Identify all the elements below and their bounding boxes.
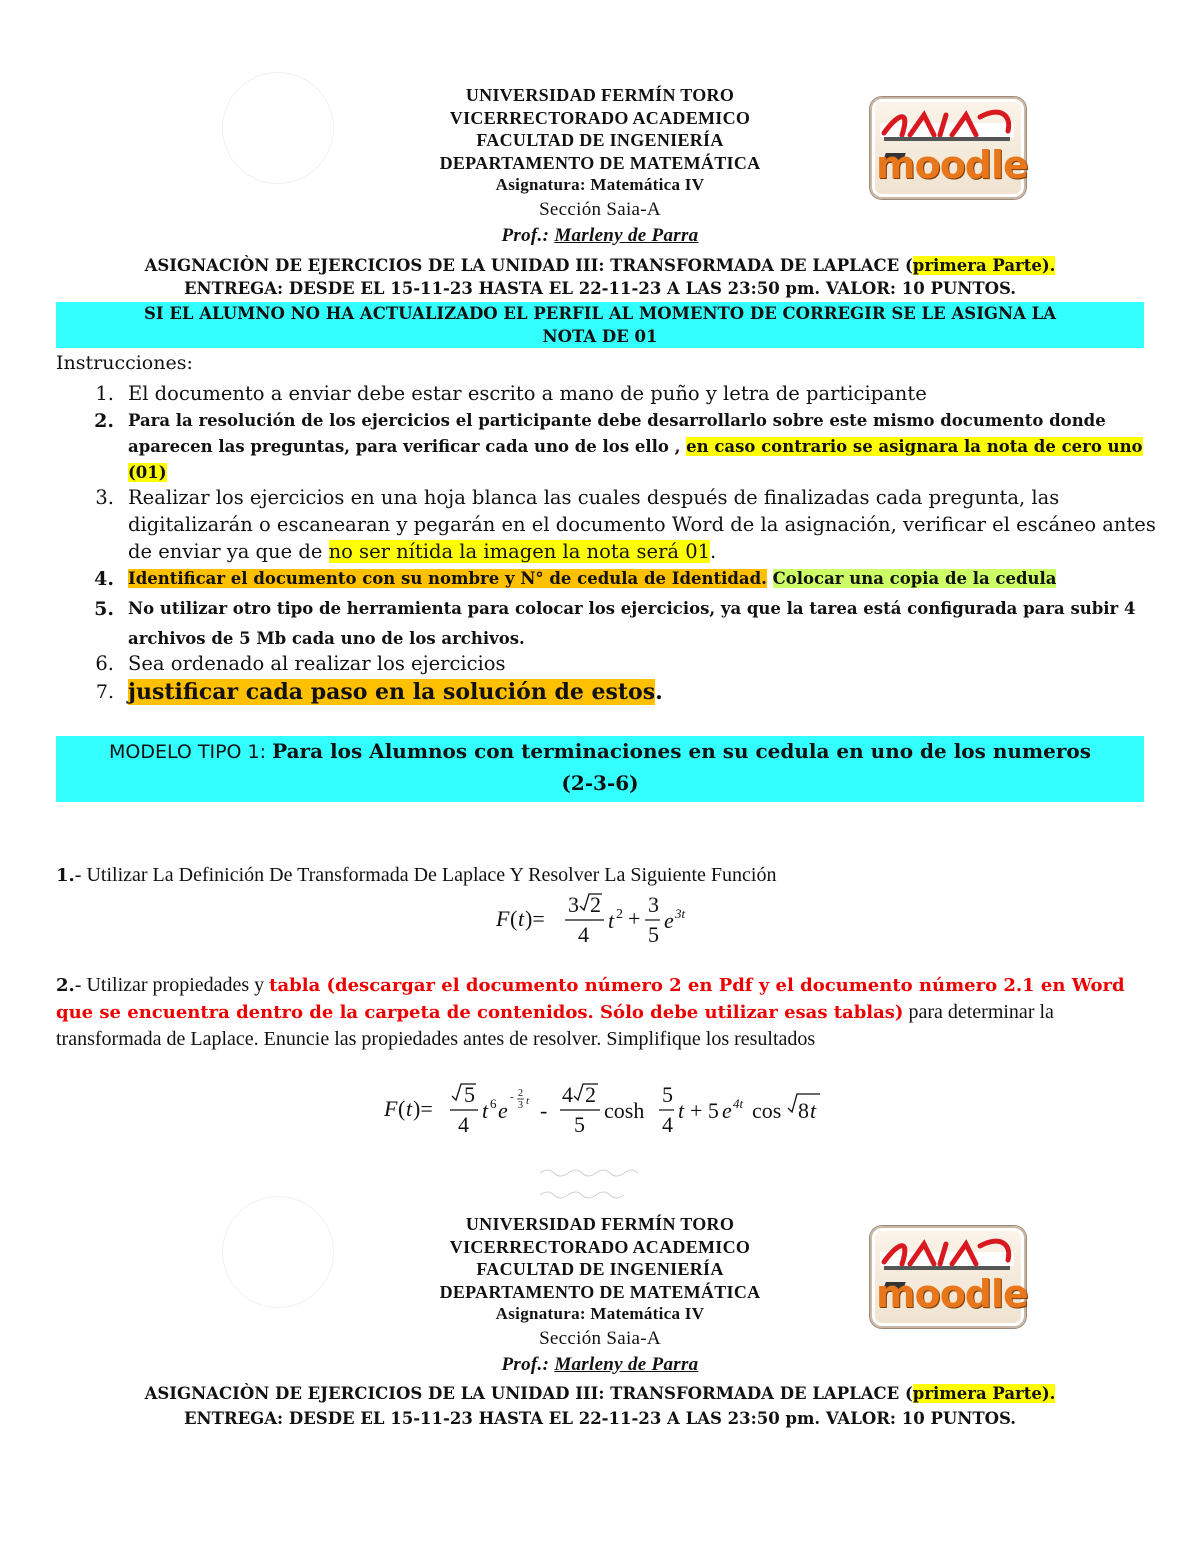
exercise-number: 1. (56, 865, 75, 886)
svg-text:2: 2 (518, 1088, 523, 1099)
model-numbers: (2-3-6) (561, 771, 639, 795)
svg-text:4: 4 (458, 1112, 469, 1137)
departamento: DEPARTAMENTO DE MATEMÁTICA (439, 152, 761, 173)
svg-text:t: t (482, 1098, 489, 1123)
svg-text:t: t (810, 1098, 817, 1123)
exercise-text-tail: para determinar la transformada de Laplace. Enuncie las propiedades antes de resolver. Simplifique los resultados (56, 1001, 1054, 1050)
assignment-prefix: ASIGNACIÒN DE EJERCICIOS DE LA UNIDAD III: TRANSFORMADA DE LAPLACE ( (144, 1384, 913, 1403)
assignment-title (0, 254, 1200, 277)
svg-text:F: F (496, 906, 510, 931)
svg-text:cos: cos (752, 1098, 782, 1123)
exercise-number: 2. (56, 975, 75, 996)
svg-text:)=: )= (413, 1096, 433, 1121)
svg-text:5: 5 (574, 1112, 585, 1137)
seccion: Sección Saia-A (539, 198, 661, 220)
item-number: 6. (95, 652, 114, 675)
item-highlight: no ser nítida la imagen la nota será 01 (328, 540, 711, 563)
formula-1 (492, 890, 702, 948)
instructions-title: Instrucciones: (56, 352, 193, 374)
departamento: DEPARTAMENTO DE MATEMÁTICA (439, 1281, 761, 1302)
saia-moodle-logo (870, 97, 1026, 199)
svg-text:4: 4 (662, 1112, 673, 1137)
item-highlight: justificar cada paso en la solución de estos (128, 679, 656, 705)
item-text: Sea ordenado al realizar los ejercicios (128, 652, 506, 675)
item-number: 2. (94, 410, 114, 432)
warning-line-2: NOTA DE 01 (542, 327, 658, 346)
svg-text:4: 4 (562, 1082, 573, 1107)
svg-text:)=: )= (525, 906, 545, 931)
prof-name: Marleny de Parra (554, 1353, 699, 1375)
assignment-suffix: ). (1041, 256, 1056, 275)
exercise-text: - Utilizar propiedades y (74, 974, 270, 996)
asignatura: Asignatura: Matemática IV (495, 175, 705, 194)
prof-name: Marleny de Parra (554, 224, 699, 246)
item-number: 3. (95, 486, 114, 509)
exercise-2 (56, 972, 1146, 1052)
item-highlight: en caso contrario se asignara la nota de cero uno (01) (128, 437, 1143, 482)
svg-text:2: 2 (590, 892, 601, 917)
faint-handwriting (536, 1163, 666, 1207)
svg-text:3: 3 (518, 1100, 523, 1111)
svg-text:-: - (540, 1098, 548, 1123)
item-number: 4. (94, 568, 114, 590)
item-text: Realizar los ejercicios en una hoja blanca las cuales después de finalizadas cada pregunta, las digitalizarán o escanearan y pegarán en el documento Word de la asignación, verificar el escáneo antes de enviar ya que de (128, 486, 1156, 563)
exercise-1 (56, 862, 1146, 889)
svg-text:3: 3 (568, 892, 579, 917)
svg-text:t: t (526, 1095, 530, 1107)
item-number: 1. (95, 382, 114, 405)
item-text: No utilizar otro tipo de herramienta para colocar los ejercicios, ya que la tarea está configurada para subir 4 archivos de 5 Mb cada uno de los archivos. (128, 599, 1136, 648)
item-tail: . (655, 679, 663, 705)
item-tail: . (710, 540, 717, 563)
professor (0, 1352, 1200, 1378)
assignment-suffix: ). (1041, 1384, 1056, 1403)
item-text: El documento a enviar debe estar escrito a mano de puño y letra de participante (128, 382, 927, 405)
svg-text:e: e (664, 908, 674, 933)
svg-text:cosh: cosh (604, 1098, 645, 1123)
svg-text:t: t (406, 1096, 413, 1121)
assignment-prefix: ASIGNACIÒN DE EJERCICIOS DE LA UNIDAD III: TRANSFORMADA DE LAPLACE ( (144, 256, 913, 275)
svg-text:t: t (678, 1098, 685, 1123)
svg-text:-: - (510, 1091, 514, 1103)
moodle-wordmark: moodle (876, 143, 1028, 187)
saia-logo-icon (880, 107, 1014, 147)
university-name: UNIVERSIDAD FERMÍN TORO (465, 85, 735, 105)
seccion: Sección Saia-A (539, 1327, 661, 1349)
svg-text:(: ( (510, 906, 518, 931)
prof-label: Prof.: (501, 1353, 550, 1375)
item-text: Para la resolución de los ejercicios el participante debe desarrollarlo sobre este mismo documento donde aparecen las preguntas, para verificar cada uno de los ello , (128, 411, 1106, 456)
item-highlight-green: Colocar una copia de la cedula (772, 569, 1057, 588)
svg-text:t: t (518, 906, 525, 931)
warning-line-1: SI EL ALUMNO NO HA ACTUALIZADO EL PERFIL AL MOMENTO DE CORREGIR SE LE ASIGNA LA (143, 304, 1057, 323)
svg-text:(: ( (398, 1096, 406, 1121)
assignment-title-repeat (0, 1382, 1200, 1405)
svg-text:e: e (722, 1098, 732, 1123)
vicerrectorado: VICERRECTORADO ACADEMICO (449, 107, 751, 128)
exercise-text: - Utilizar La Definición De Transformada De Laplace Y Resolver La Siguiente Función (74, 864, 777, 886)
facultad: FACULTAD DE INGENIERÍA (476, 130, 724, 150)
asignatura: Asignatura: Matemática IV (495, 1304, 705, 1323)
svg-text:+: + (628, 906, 641, 931)
entrega-line-repeat: ENTREGA: DESDE EL 15-11-23 HASTA EL 22-11-23 A LAS 23:50 pm. VALOR: 10 PUNTOS. (183, 1409, 1017, 1428)
prof-label: Prof.: (501, 224, 550, 246)
svg-text:t: t (608, 908, 615, 933)
instruction-item (56, 408, 1156, 488)
assignment-highlight: primera Parte (912, 1384, 1042, 1403)
svg-text:F: F (384, 1096, 398, 1121)
svg-text:8: 8 (798, 1098, 809, 1123)
assignment-highlight: primera Parte (912, 256, 1042, 275)
svg-text:6: 6 (490, 1096, 497, 1111)
svg-text:3t: 3t (675, 906, 686, 921)
university-name: UNIVERSIDAD FERMÍN TORO (465, 1214, 735, 1234)
item-number: 7. (95, 681, 114, 703)
vicerrectorado: VICERRECTORADO ACADEMICO (449, 1236, 751, 1257)
model-banner (56, 736, 1144, 802)
model-text: Para los Alumnos con terminaciones en su cedula en uno de los numeros (272, 739, 1091, 763)
svg-text:3: 3 (648, 892, 659, 917)
svg-text:4: 4 (578, 922, 589, 947)
exercise-red-text: tabla (descargar el documento número 2 en Pdf y el documento número 2.1 en Word que se encuentra dentro de la carpeta de contenidos. Sólo debe utilizar esas tablas) (56, 975, 1125, 1023)
item-highlight: Identificar el documento con su nombre y N° de cedula de Identidad. (128, 569, 767, 588)
svg-text:5: 5 (648, 922, 659, 947)
model-colon: : (259, 741, 273, 763)
svg-text:5: 5 (464, 1082, 475, 1107)
svg-text:2: 2 (616, 907, 623, 922)
saia-logo-icon (880, 1236, 1014, 1276)
formula-2 (380, 1078, 830, 1140)
svg-text:4t: 4t (733, 1096, 744, 1111)
professor (0, 223, 1200, 249)
entrega-line: ENTREGA: DESDE EL 15-11-23 HASTA EL 22-11-23 A LAS 23:50 pm. VALOR: 10 PUNTOS. (183, 279, 1017, 298)
svg-text:e: e (498, 1098, 508, 1123)
model-label: MODELO TIPO 1 (109, 741, 260, 763)
warning-box (56, 302, 1144, 348)
svg-text:+ 5: + 5 (690, 1098, 719, 1123)
moodle-wordmark: moodle (876, 1272, 1028, 1316)
facultad: FACULTAD DE INGENIERÍA (476, 1259, 724, 1279)
svg-text:2: 2 (585, 1082, 596, 1107)
svg-text:5: 5 (662, 1082, 673, 1107)
saia-moodle-logo (870, 1226, 1026, 1328)
item-number: 5. (94, 598, 114, 620)
